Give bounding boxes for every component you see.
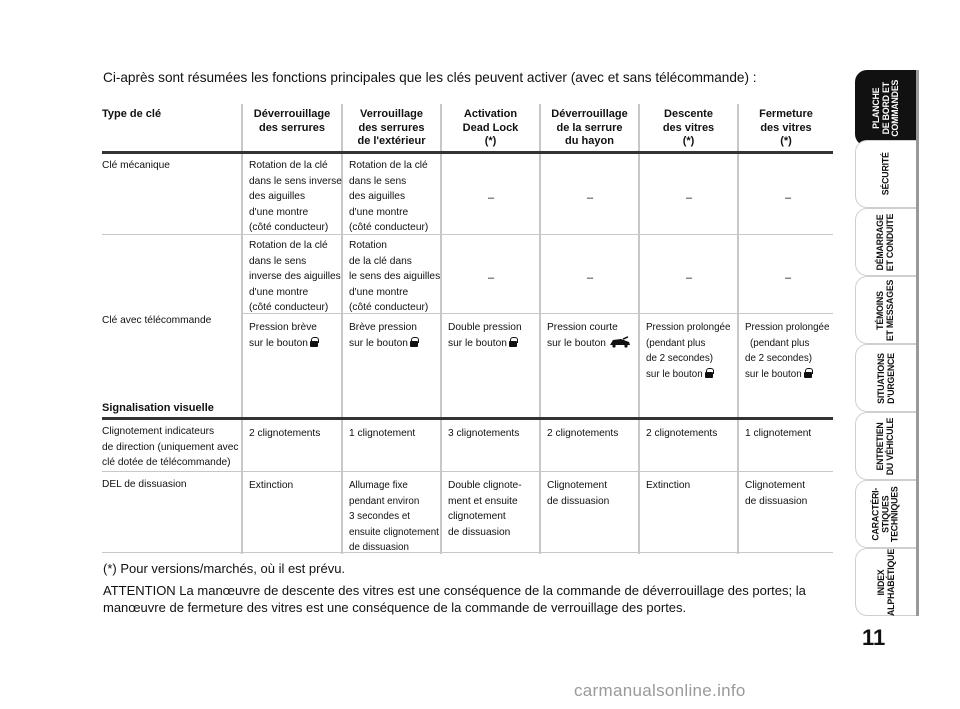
- header-windows-down: Descente des vitres (*): [662, 108, 715, 147]
- column-divider: [638, 104, 640, 554]
- header-deadlock: Activation Dead Lock (*): [462, 108, 519, 147]
- led-deadlock-cell: Double clignote- ment et ensuite clignotement de dissuasion: [448, 480, 522, 538]
- tab-entretien[interactable]: [855, 412, 917, 480]
- led-unlock-cell: Extinction: [249, 480, 294, 491]
- footnote-asterisk: (*) Pour versions/marchés, où il est prévu.: [103, 561, 346, 576]
- led-windows-down-cell: Extinction: [646, 480, 691, 491]
- column-divider: [241, 104, 243, 554]
- blink-unlock-cell: 2 clignotements: [249, 428, 321, 439]
- section-rule: [102, 417, 833, 420]
- page-number: 11: [862, 625, 886, 650]
- mech-lock-cell: Rotation de la clé dans le sens des aiguilles d'une montre (côté conducteur): [349, 160, 429, 233]
- padlock-icon: [410, 337, 418, 347]
- column-divider: [737, 104, 739, 554]
- blink-deadlock-cell: 3 clignotements: [448, 428, 520, 439]
- section-visual-signal: Signalisation visuelle: [102, 402, 214, 414]
- car-trunk-icon: [609, 336, 631, 348]
- padlock-icon: [310, 337, 318, 347]
- intro-text: Ci-après sont résumées les fonctions principales que les clés peuvent activer (avec et sans télécommande) :: [103, 70, 757, 85]
- header-tailgate: Déverrouillage de la serrure du hayon: [551, 108, 628, 147]
- tab-index[interactable]: [855, 548, 917, 616]
- tab-securite[interactable]: [855, 140, 917, 208]
- tab-edge-line: [916, 70, 919, 616]
- header-lock: Verrouillage des serrures de l'extérieur: [357, 108, 426, 147]
- tab-label: SITUATIONS D'URGENCE: [875, 352, 895, 404]
- row-label-blinkers: Clignotement indicateurs de direction (uniquement avec clé dotée de télécommande): [102, 426, 239, 468]
- remote-lock-cell: Brève pression sur le bouton: [349, 322, 417, 349]
- attention-note: ATTENTION La manœuvre de descente des vitres est une conséquence de la commande de déverrouillage des portes; la manœuvre de fermeture des vitres est une conséquence de la commande de verrouillage des portes.: [103, 583, 806, 615]
- empty-cell-dash: –: [686, 272, 693, 284]
- led-lock-cell: Allumage fixe pendant environ 3 secondes et ensuite clignotement de dissuasion: [349, 480, 439, 553]
- header-key-type: Type de clé: [102, 108, 162, 120]
- tab-label: INDEX ALPHABÉTIQUE: [875, 548, 896, 616]
- header-unlock: Déverrouillage des serrures: [253, 108, 331, 134]
- row-label-remote-key: Clé avec télécommande: [102, 315, 212, 326]
- tab-demarrage[interactable]: [855, 208, 917, 276]
- empty-cell-dash: –: [488, 192, 495, 204]
- row-divider: [102, 471, 833, 472]
- tab-label: SÉCURITÉ: [880, 152, 891, 196]
- column-divider: [440, 104, 442, 554]
- key-functions-table: [102, 104, 833, 554]
- blink-windows-down-cell: 2 clignotements: [646, 428, 718, 439]
- blink-tailgate-cell: 2 clignotements: [547, 428, 619, 439]
- row-divider: [102, 234, 833, 235]
- tab-temoins[interactable]: [855, 276, 917, 344]
- tab-planche-de-bord[interactable]: [855, 70, 917, 146]
- empty-cell-dash: –: [686, 192, 693, 204]
- padlock-icon: [705, 368, 713, 378]
- remote-mech-lock-cell: Rotation de la clé dans le sens des aiguilles d'une montre (côté conducteur): [349, 240, 441, 313]
- led-windows-up-cell: Clignotement de dissuasion: [745, 480, 808, 507]
- tab-label: CARACTÉRI- STIQUES TECHNIQUES: [870, 486, 900, 542]
- empty-cell-dash: –: [785, 272, 792, 284]
- row-label-led: DEL de dissuasion: [102, 479, 187, 490]
- header-windows-up: Fermeture des vitres (*): [759, 108, 813, 147]
- padlock-icon: [509, 337, 517, 347]
- remote-windows-down-cell: Pression prolongée (pendant plus de 2 secondes) sur le bouton: [646, 322, 731, 380]
- padlock-icon: [804, 368, 812, 378]
- empty-cell-dash: –: [587, 192, 594, 204]
- remote-mech-unlock-cell: Rotation de la clé dans le sens inverse des aiguilles d'une montre (côté conducteur): [249, 240, 341, 313]
- watermark: carmanualsonline.info: [574, 681, 746, 700]
- column-divider: [539, 104, 541, 554]
- empty-cell-dash: –: [488, 272, 495, 284]
- row-label-mechanical-key: Clé mécanique: [102, 160, 170, 171]
- remote-unlock-cell: Pression brève sur le bouton: [249, 322, 317, 349]
- mech-unlock-cell: Rotation de la clé dans le sens inverse des aiguilles d'une montre (côté conducteur): [249, 160, 342, 233]
- empty-cell-dash: –: [587, 272, 594, 284]
- blink-lock-cell: 1 clignotement: [349, 428, 416, 439]
- led-tailgate-cell: Clignotement de dissuasion: [547, 480, 610, 507]
- remote-deadlock-cell: Double pression sur le bouton: [448, 322, 522, 349]
- header-rule: [102, 151, 833, 154]
- remote-windows-up-cell: Pression prolongée (pendant plus de 2 secondes) sur le bouton: [745, 322, 830, 380]
- empty-cell-dash: –: [785, 192, 792, 204]
- tab-label: PLANCHE DE BORD ET COMMANDES: [870, 79, 900, 137]
- blink-windows-up-cell: 1 clignotement: [745, 428, 812, 439]
- tab-label: ENTRETIEN DU VÉHICULE: [875, 417, 895, 475]
- tab-label: DÉMARRAGE ET CONDUITE: [875, 213, 895, 271]
- row-divider: [102, 552, 833, 553]
- tab-caracteristiques[interactable]: [855, 480, 917, 548]
- tab-label: TÉMOINS ET MESSAGES: [875, 279, 896, 341]
- remote-tailgate-cell: Pression courte sur le bouton: [547, 320, 631, 351]
- tab-situations[interactable]: [855, 344, 917, 412]
